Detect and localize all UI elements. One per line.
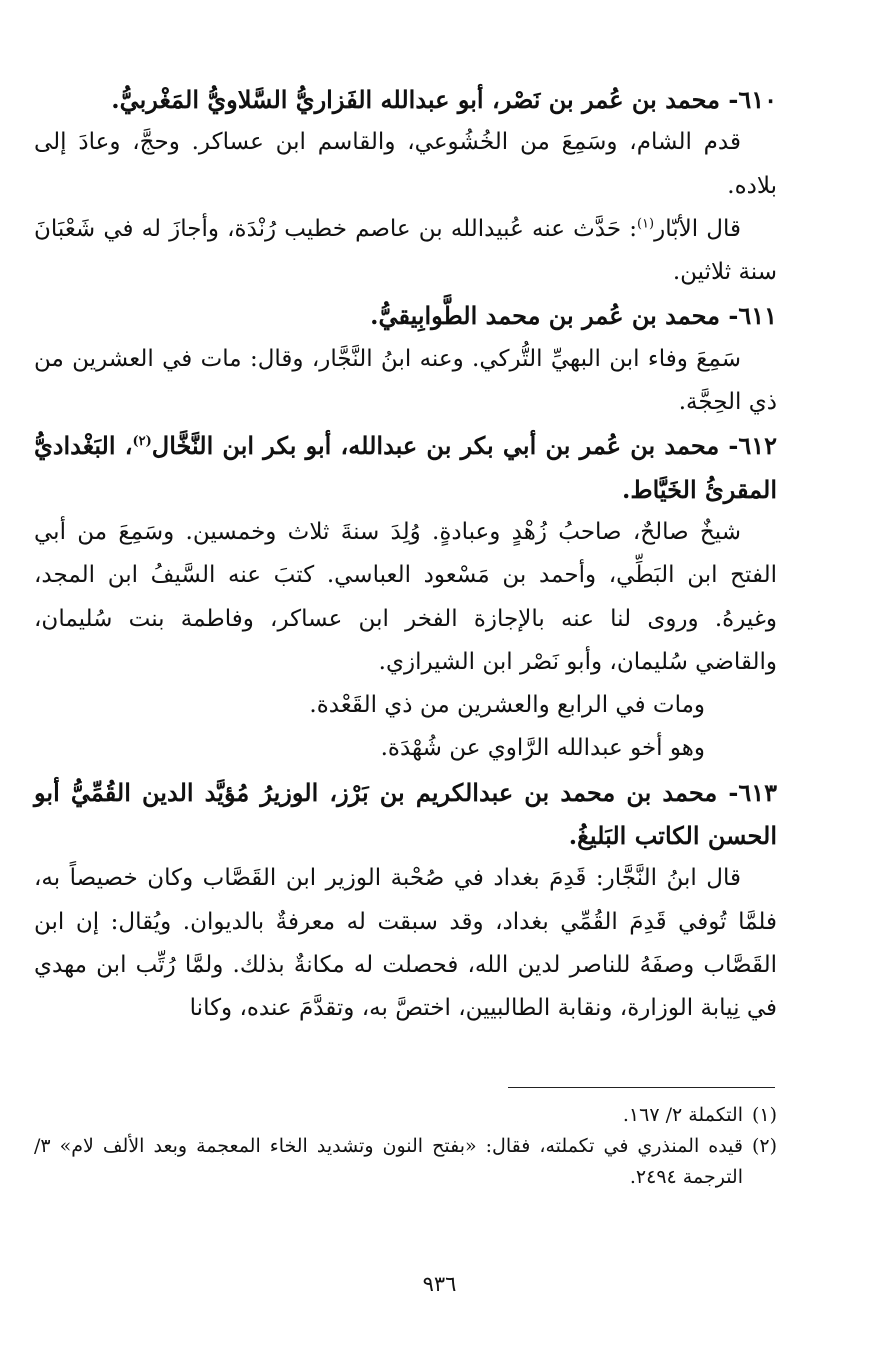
page-number: ٩٣٦ — [422, 1272, 457, 1296]
footnotes — [34, 1100, 777, 1193]
entry-612-title-before: ٦١٢- محمد بن عُمر بن أبي بكر بن عبدالله، أبو بكر ابن النَّخَّال — [151, 431, 778, 461]
entry-title-611: ٦١١- محمد بن عُمر بن محمد الطَّوابِيقيُّ. — [370, 301, 777, 331]
entry-610-p2-after: : حَدَّث عنه عُبيدالله بن عاصم خطيب رُنْدَة، وأجازَ له في شَعْبَانَ سنة ثلاثين. — [34, 215, 777, 286]
entry-612-paragraph-1: شيخٌ صالحٌ، صاحبُ زُهْدٍ وعبادةٍ. وُلِدَ سنةَ ثلاث وخمسين. وسَمِعَ من أبي الفتح ابن البَطِّي، وأحمد بن مَسْعود العباسي. كتبَ عنه السَّيفُ ابن المجد، وغيرهُ. وروى لنا عنه بالإجازة الفخر ابن عساكر، وفاطمة بنت سُليمان، والقاضي سُليمان، وأبو نَصْر ابن الشيرازي. — [34, 518, 777, 675]
entry-610-paragraph-2 — [34, 208, 777, 295]
footnote-1-number: (١) — [751, 1104, 777, 1126]
footnote-2 — [34, 1131, 777, 1193]
entry-611-paragraph-1: سَمِعَ وفاء ابن البهيِّ التُّركي. وعنه ابنُ النَّجَّار، وقال: مات في العشرين من ذي الحِجَّة. — [34, 345, 777, 416]
footnote-ref-2: (٢) — [132, 434, 152, 450]
entry-title-610: ٦١٠- محمد بن عُمر بن نَصْر، أبو عبدالله الفَزاريُّ السَّلاويُّ المَغْربيُّ. — [111, 85, 777, 114]
entry-title-612 — [34, 424, 777, 511]
entry-612-paragraph-2: ومات في الرابع والعشرين من ذي القَعْدة. — [309, 692, 705, 719]
entry-613-paragraph-1: قال ابنُ النَّجَّار: قَدِمَ بغداد في صُحْبة الوزير ابن القَصَّاب وكان خصيصاً به، فلمَّا تُوفي قَدِمَ القُمِّي بغداد، وقد سبقت له معرفةٌ بالديوان. ويُقال: إن ابن القَصَّاب وصفَهُ للناصر لدين الله، فحصلت له مكانةٌ بذلك. ولمَّا رُتِّب ابن مهدي في نِيابة الوزارة، ونقابة الطالبيين، اختصَّ به، وتقدَّمَ عنده، وكانا — [34, 865, 777, 1022]
footnote-2-text: قيده المنذري في تكملته، فقال: «بفتح النون وتشديد الخاء المعجمة وبعد الألف لام» ٣/ الترجمة ٢٤٩٤. — [34, 1135, 743, 1188]
entry-612-paragraph-3: وهو أخو عبدالله الرَّاوي عن شُهْدَة. — [380, 735, 705, 762]
main-text — [34, 78, 777, 1031]
entry-610-paragraph-1: قدم الشام، وسَمِعَ من الخُشُوعي، والقاسم ابن عساكر. وحجَّ، وعادَ إلى بلاده. — [34, 129, 777, 199]
footnote-1-text: التكملة ٢/ ١٦٧. — [622, 1104, 743, 1126]
entry-612-title-after: ، البَغْداديُّ المقرئُ الخَيَّاط. — [34, 431, 777, 504]
footnote-1 — [34, 1100, 777, 1131]
footnote-2-number: (٢) — [751, 1135, 777, 1157]
entry-610-p2-before: قال الأبّار — [654, 215, 741, 242]
footnote-ref-1: (١) — [636, 216, 655, 232]
entry-title-613: ٦١٣- محمد بن محمد بن عبدالكريم بن بَرْز، الوزيرُ مُؤيَّد الدين القُمِّيُّ أبو الحسن الكاتب البَليغُ. — [34, 777, 777, 851]
footnote-divider — [508, 1087, 775, 1088]
